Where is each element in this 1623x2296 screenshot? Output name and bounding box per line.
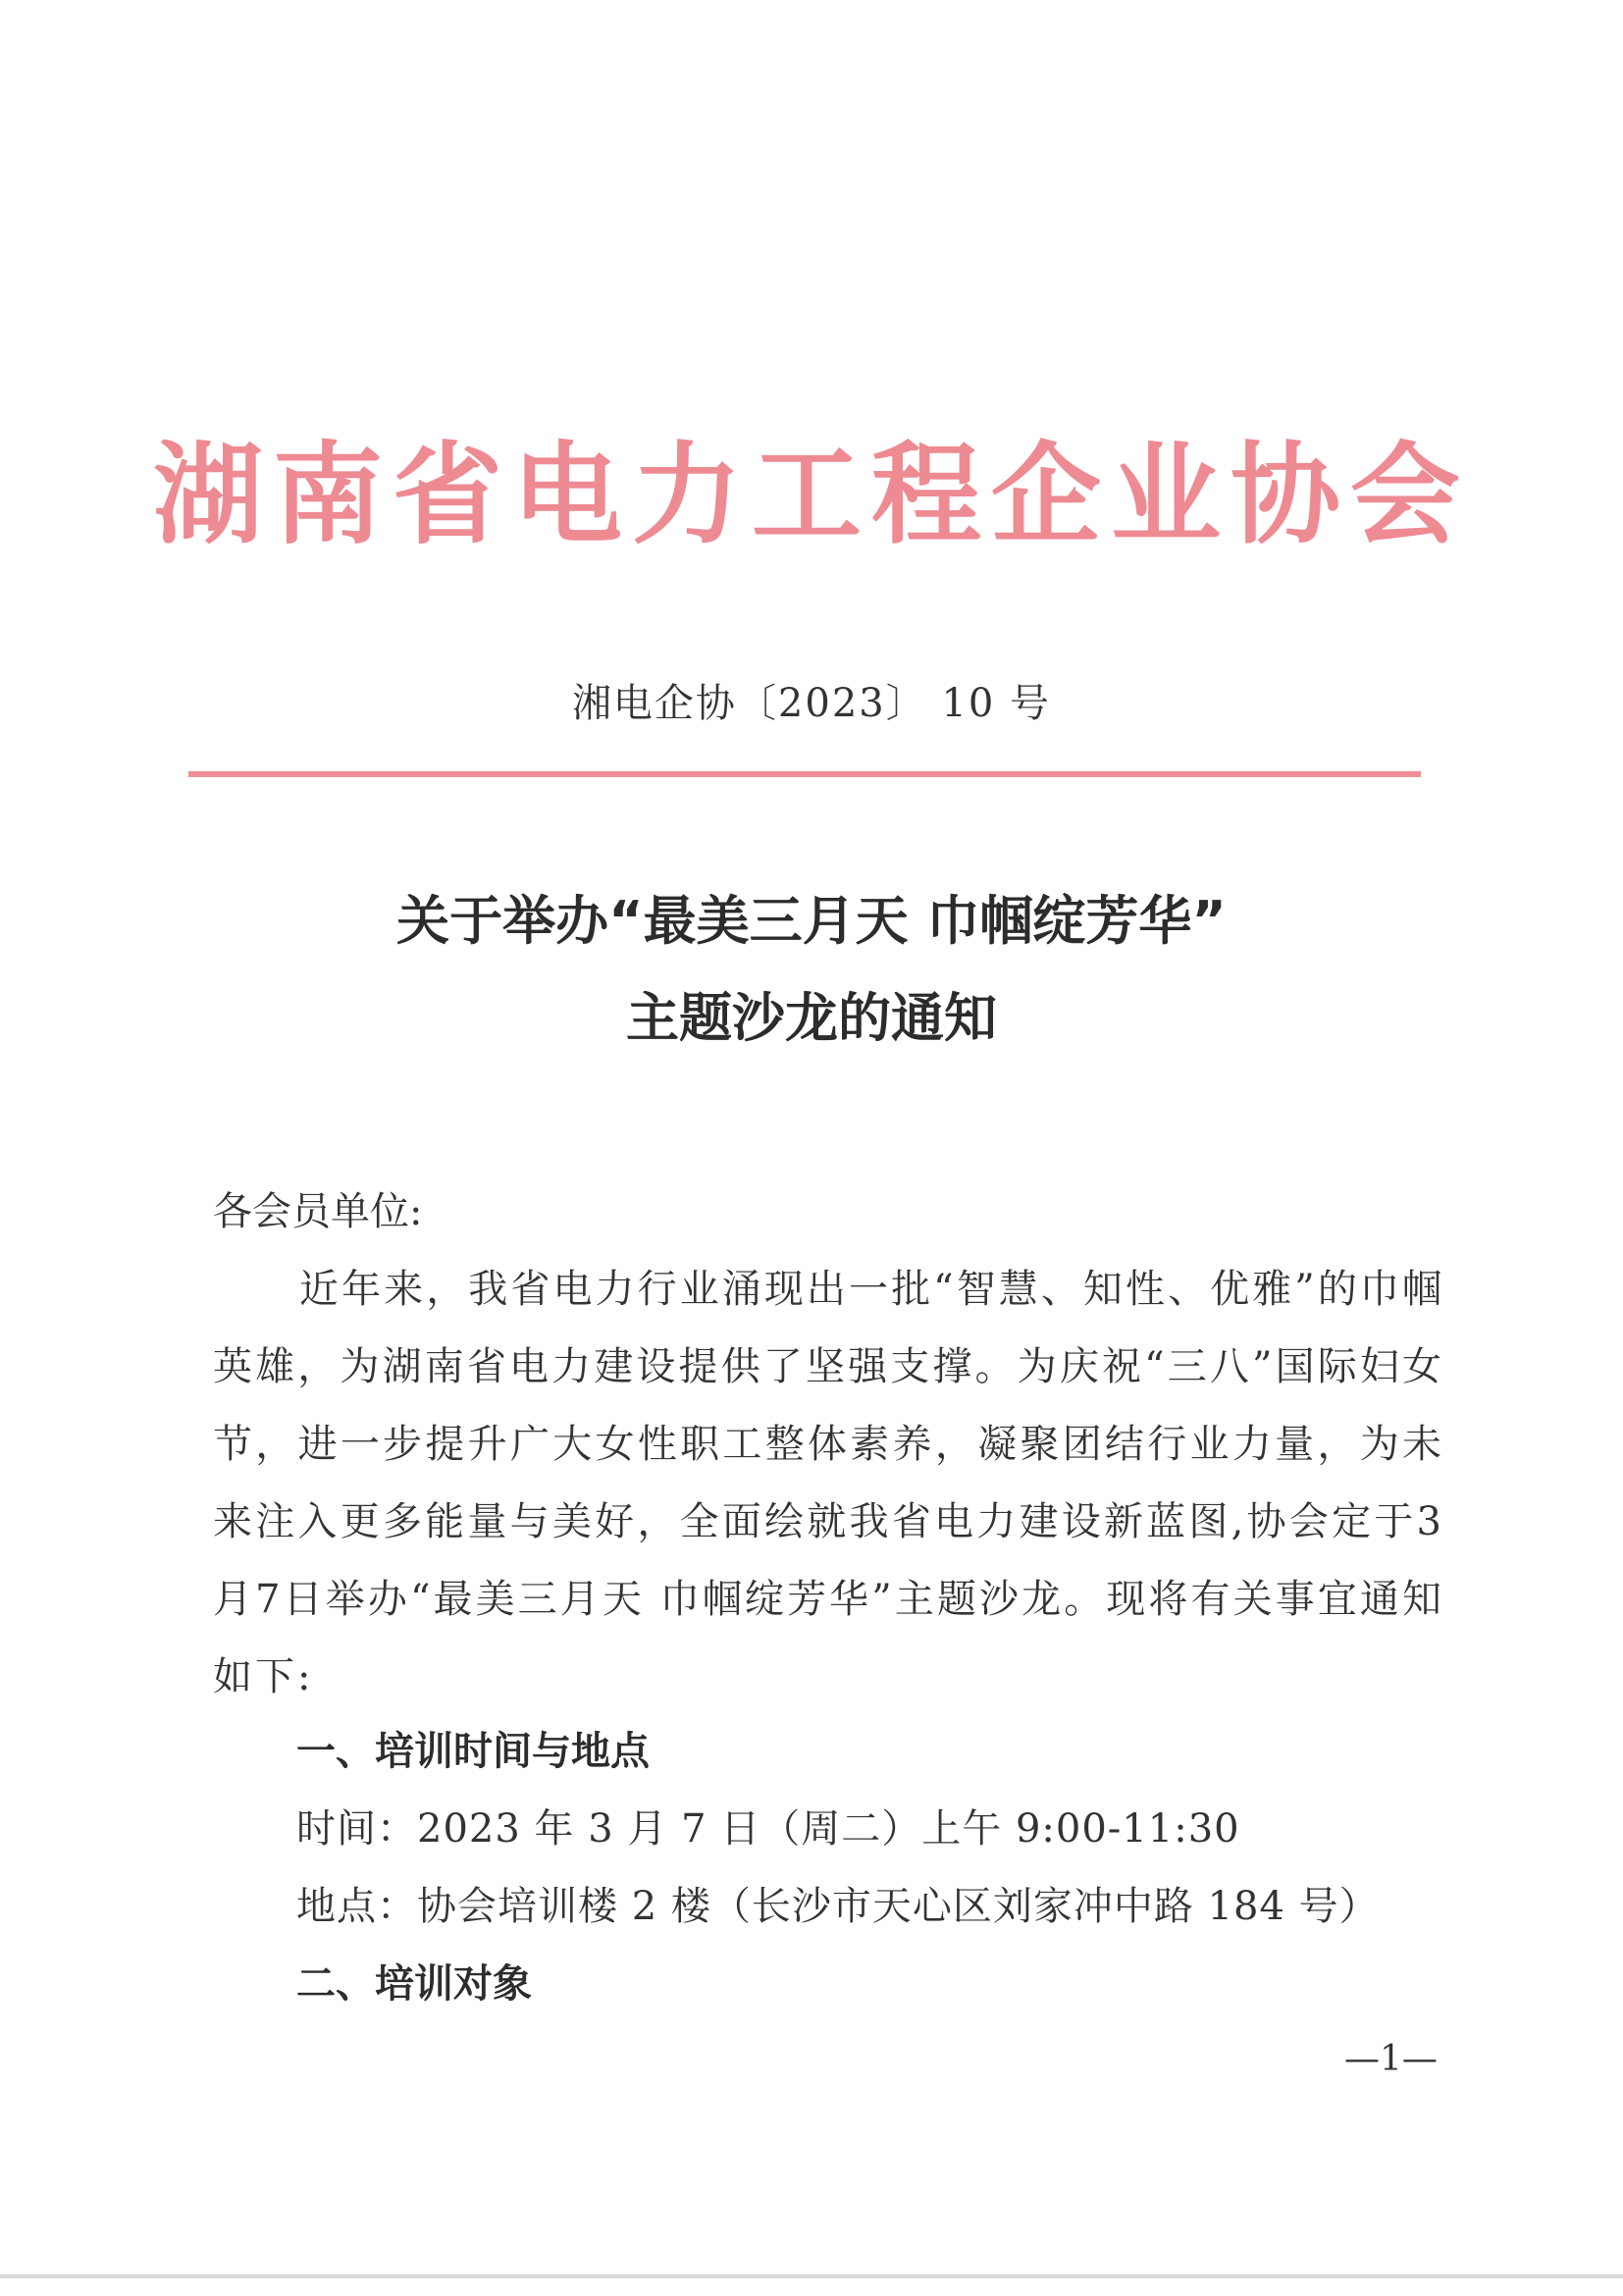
page-number: —1—	[1344, 2039, 1438, 2079]
training-time: 时间：2023 年 3 月 7 日（周二）上午 9:00-11:30	[296, 1806, 1240, 1852]
organization-header: 湖南省电力工程企业协会	[153, 432, 1470, 559]
notice-title-line-2: 主题沙龙的通知	[626, 987, 997, 1049]
intro-paragraph: 近年来，我省电力行业涌现出一批“智慧、知性、优雅”的巾帼英雄，为湖南省电力建设提供了坚强支撑。为庆祝“三八”国际妇女节，进一步提升广大女性职工整体素养，凝聚团结行业力量，为未来注入更多能量与美好，全面绘就我省电力建设新蓝图,协会定于3月7日举办“最美三月天 巾帼绽芳华”主题沙龙。现将有关事宜通知如下:	[213, 1267, 1444, 1699]
training-place: 地点：协会培训楼 2 楼（长沙市天心区刘家冲中路 184 号）	[296, 1884, 1380, 1929]
section-heading-audience: 二、培训对象	[296, 1961, 532, 2007]
salutation: 各会员单位:	[213, 1189, 423, 1234]
red-divider-line	[188, 771, 1421, 777]
section-heading-time-place: 一、培训时间与地点	[296, 1729, 650, 1774]
scan-edge-line	[0, 2274, 1623, 2278]
notice-title-line-1: 关于举办“最美三月天 巾帼绽芳华”	[396, 890, 1227, 952]
document-number: 湘电企协〔2023〕 10 号	[571, 681, 1052, 726]
